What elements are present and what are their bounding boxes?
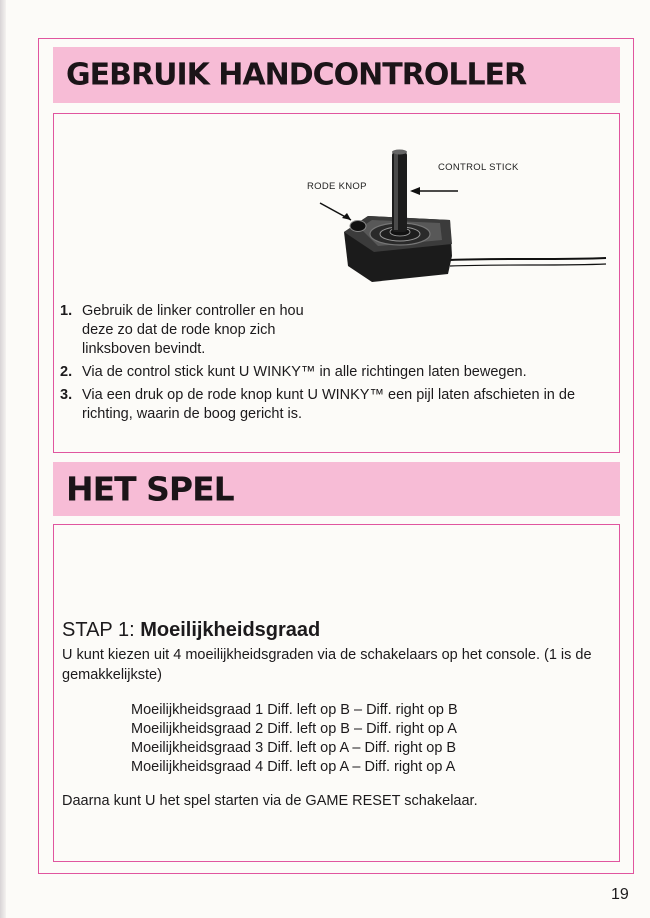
list-item — [58, 386, 618, 424]
page-number: 19 — [611, 886, 629, 903]
step-heading-prefix: STAP 1: — [62, 619, 135, 641]
step-text: Gebruik de linker controller en hou deze zo dat de rode knop zich linksboven bevindt. — [82, 303, 304, 357]
red-button-label: RODE KNOP — [307, 181, 367, 192]
step-number: 2. — [60, 364, 73, 380]
list-item — [58, 363, 618, 382]
step-text: Via een druk op de rode knop kunt U WINKY™ een pijl laten afschieten in de richting, waarin de boog gericht is. — [82, 387, 576, 422]
difficulty-intro: U kunt kiezen uit 4 moeilijkheidsgraden via de schakelaars op het console. (1 is de gemakkelijkste) — [62, 647, 592, 683]
step-number: 3. — [60, 387, 73, 403]
control-stick-label: CONTROL STICK — [438, 162, 519, 173]
table-row: Moeilijkheidsgraad 1 Diff. left op B – Diff. right op B — [131, 702, 458, 718]
start-instructions: Daarna kunt U het spel starten via de GAME RESET schakelaar. — [62, 793, 478, 809]
table-row: Moeilijkheidsgraad 2 Diff. left op B – Diff. right op A — [131, 721, 457, 737]
step-text: Via de control stick kunt U WINKY™ in alle richtingen laten bewegen. — [82, 364, 527, 380]
table-row: Moeilijkheidsgraad 3 Diff. left op A – Diff. right op B — [131, 740, 457, 756]
table-row: Moeilijkheidsgraad 4 Diff. left op A – Diff. right op A — [131, 759, 456, 775]
step-heading-title: Moeilijkheidsgraad — [140, 619, 321, 641]
list-item — [58, 302, 618, 359]
controller-steps-list — [58, 302, 618, 428]
difficulty-table — [131, 701, 458, 777]
section-header-controller — [53, 47, 620, 103]
section-title-game: HET SPEL — [66, 469, 234, 509]
section-title-controller: GEBRUIK HANDCONTROLLER — [66, 57, 527, 93]
step-number: 1. — [60, 303, 73, 319]
section-header-game — [53, 462, 620, 516]
page-fold-shadow — [0, 0, 6, 918]
section-box-game — [53, 524, 620, 862]
step-heading — [62, 619, 320, 642]
